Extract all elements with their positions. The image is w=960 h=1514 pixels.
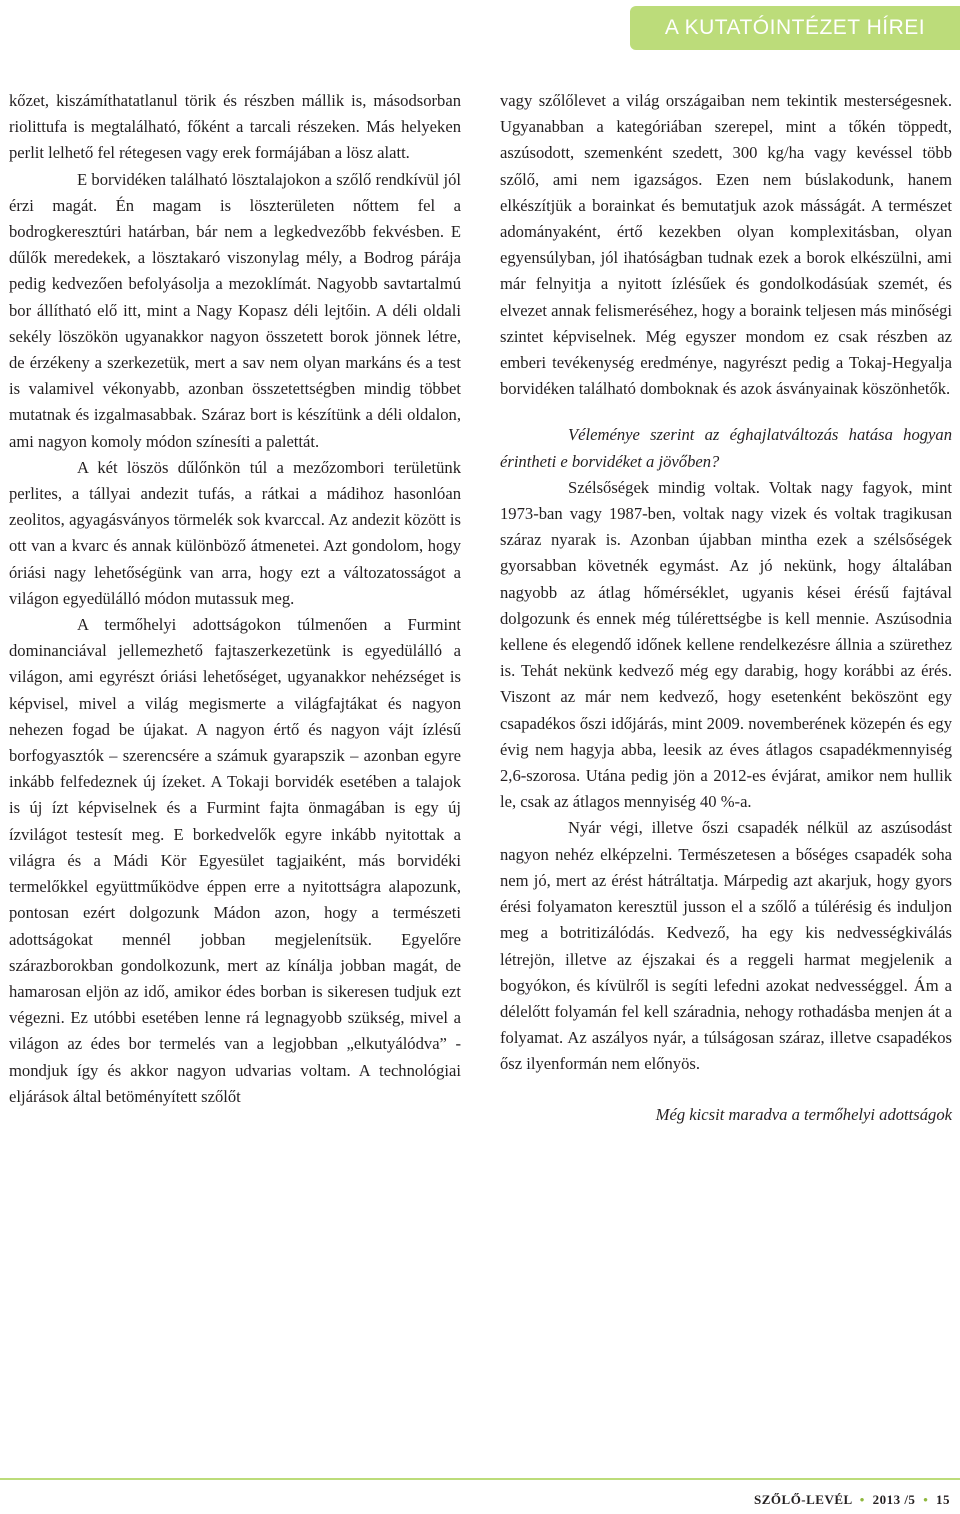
footer-separator-2: • — [923, 1492, 929, 1507]
page-number: 15 — [936, 1492, 950, 1507]
footer-divider — [0, 1478, 960, 1480]
left-paragraph-4: A termőhelyi adottságokon túlmenően a Furmint dominanciával jellemezhető fajtaszerkezetünk is egyedülálló a világon, ami egyrészt óriási lehetőséget, ugyanakkor nehézséget is képvisel, mivel a világ megismerte a világfajtákat és nagyon nehezen fogad be újakat. A nagyon értő és nagyon vájt ízlésű borfogyasztók – szerencsére a számuk gyarapszik – azonban egyre inkább felfedeznek új ízeket. A Tokaji borvidék esetében a talajok is új ízt képviselnek és a Furmint fajta önmagában is egy új ízvilágot testesít meg. E borkedvelők egyre inkább nyitottak a világra és a Mádi Kör Egyesület tagjaiként, más borvidéki termelőkkel együttműködve éppen erre a nyitottságra alapozunk, pontosan ezért dolgozunk Mádon azon, hogy a természeti adottságokat mennél jobban megjelenítsük. Egyelőre szárazborokban gondolkozunk, mert az kínálja jobban magát, de hamarosan eljön az idő, amikor édes borban is sikeresen tudjuk ezt végezni. Ez utóbbi esetében lenne rá legnagyobb szükség, mivel a világon az édes bor termelés van a legjobban „elkutyálódva” - mondjuk így és akkor nagyon udvarias voltam. A technológiai eljárások által betöményített szőlőt — [9, 615, 461, 1106]
page-footer — [754, 1492, 950, 1508]
publication-name: SZŐLŐ-LEVÉL — [754, 1492, 852, 1507]
left-paragraph-2: E borvidéken található lösztalajokon a szőlő rendkívül jól érzi magát. Én magam is löszterületen nőttem fel a bodrogkeresztúri határban, bár nem a legkedvezőbb fekvésben. E dűlők meredekek, a lösztakaró viszonylag mély, a Bodrog párája pedig kedvezően befolyásolja a mezoklímát. Nagyobb savtartalmú bor állítható elő itt, mint a Nagy Kopasz déli lejtőin. A déli oldali sekély löszökön ugyanakkor nagyon összetett borok jönnek létre, de érzékeny a szerkezetük, mert a sav nem olyan markáns és a test is valamivel vékonyabb, azonban összetettségben mindig többet mutatnak és izgalmasabbak. Száraz bort is készítünk a déli oldalon, ami nagyon komoly módon színesíti a palettát. — [9, 169, 461, 451]
right-column — [500, 88, 952, 1128]
left-paragraph-1: kőzet, kiszámíthatatlanul törik és részben mállik is, másodsorban riolittufa is megtalálható, főként a tarcali részeken. Más helyeken perlit lelhető fel rétegesen vagy erek formájában a lösz alatt. — [9, 91, 461, 163]
footer-separator: • — [859, 1492, 865, 1507]
left-paragraph-3: A két löszös dűlőnkön túl a mezőzombori területünk perlites, a tállyai andezit tufás, a rátkai a mádihoz hasonlóan zeolitos, agyagásványos törmelék sok kvarccal. Az andezit között is ott van a kvarc és annak különböző átmenetei. Azt gondolom, hogy óriási nagy lehetőségünk van arra, hogy ezt a változatosságot a világon egyedülálló módon mutassuk meg. — [9, 457, 461, 608]
section-header-tab — [630, 6, 960, 50]
right-paragraph-2: Szélsőségek mindig voltak. Voltak nagy fagyok, mint 1973-ban vagy 1987-ben, voltak nagy vizek és voltak tragikusan száraz nyarak is. Azonban újabban mintha ezek a szélsőségek gyorsabban követnék egymást. Az jó nekünk, hogy általában nagyobb az átlag hőmérséklet, ugyanis kései érésű fajtával dolgozunk és ennek még túlérettségbe is kell mennie. Aszúsodnia kellene és elegendő időnek kellene rendelkezésre állnia a szürethez is. Tehát nekünk kedvező még egy darabig, hogy korábbi az érés. Viszont az már nem kedvező, hogy esetenként beköszönt egy csapadékos őszi időjárás, mint 2009. novemberének közepén és egy évig nem hagyja abba, leesik az éves átlagos csapadékmennyiség 2,6-szorosa. Utána pedig jön a 2012-es évjárat, amikor nem hullik le, csak az átlagos mennyiség 40 %-a. — [500, 477, 952, 812]
section-title: A KUTATÓINTÉZET HÍREI — [664, 16, 926, 39]
closing-question: Még kicsit maradva a termőhelyi adottságok — [655, 1104, 952, 1124]
left-column — [9, 88, 461, 1110]
interview-question: Véleménye szerint az éghajlatváltozás hatása hogyan érintheti e borvidéket a jövőben? — [500, 425, 952, 471]
issue-number: 2013 /5 — [872, 1492, 916, 1507]
right-paragraph-3: Nyár végi, illetve őszi csapadék nélkül az aszúsodást nagyon nehéz elképzelni. Természetesen a bőséges csapadék soha nem jó, mert az érést hátráltatja. Márpedig azt akarjuk, hogy gyors érési folyamaton keresztül jusson el a szőlő a túlérésig és induljon meg a botritizálódás. Kedvező, ha egy kis nedvességkiválás létrejön, illetve az éjszakai és a reggeli harmat megjelenik a bogyókon, és kívülről is segíti lefedni azokat nedvességgel. Ám a délelőtt folyamán fel kell száradnia, nehogy rothadásba menjen át a folyamat. Az aszályos nyár, a túlságosan száraz, illetve csapadékos ősz ilyenformán nem előnyös. — [500, 818, 952, 1074]
right-paragraph-1: vagy szőlőlevet a világ országaiban nem tekintik mesterségesnek. Ugyanabban a kategóriában szerepel, mint a tőkén töppedt, aszúsodott, szemenként szedett, 300 kg/ha vagy kevéssel több szőlő, ami nem igazságos. Ezen nem búslakodunk, hanem elkészítjük a borainkat és bemutatjuk azok másságát. A természet adományaként, értő kezekben olyan komplexitásban, olyan egyensúlyban, jól ihatóságban tudnak ezek a borok elkészülni, ami már felnyitja a nyitott ízlésűek és gondolkodásúak szemét, és elvezet annak felismeréséhez, hogy a boraink teljesen más minőségi szintet képviselnek. Még egyszer mondom ez csak részben az emberi tevékenység eredménye, nagyrészt pedig a Tokaj-Hegyalja borvidéken található domboknak és azok ásványainak köszönhetők. — [500, 91, 953, 399]
